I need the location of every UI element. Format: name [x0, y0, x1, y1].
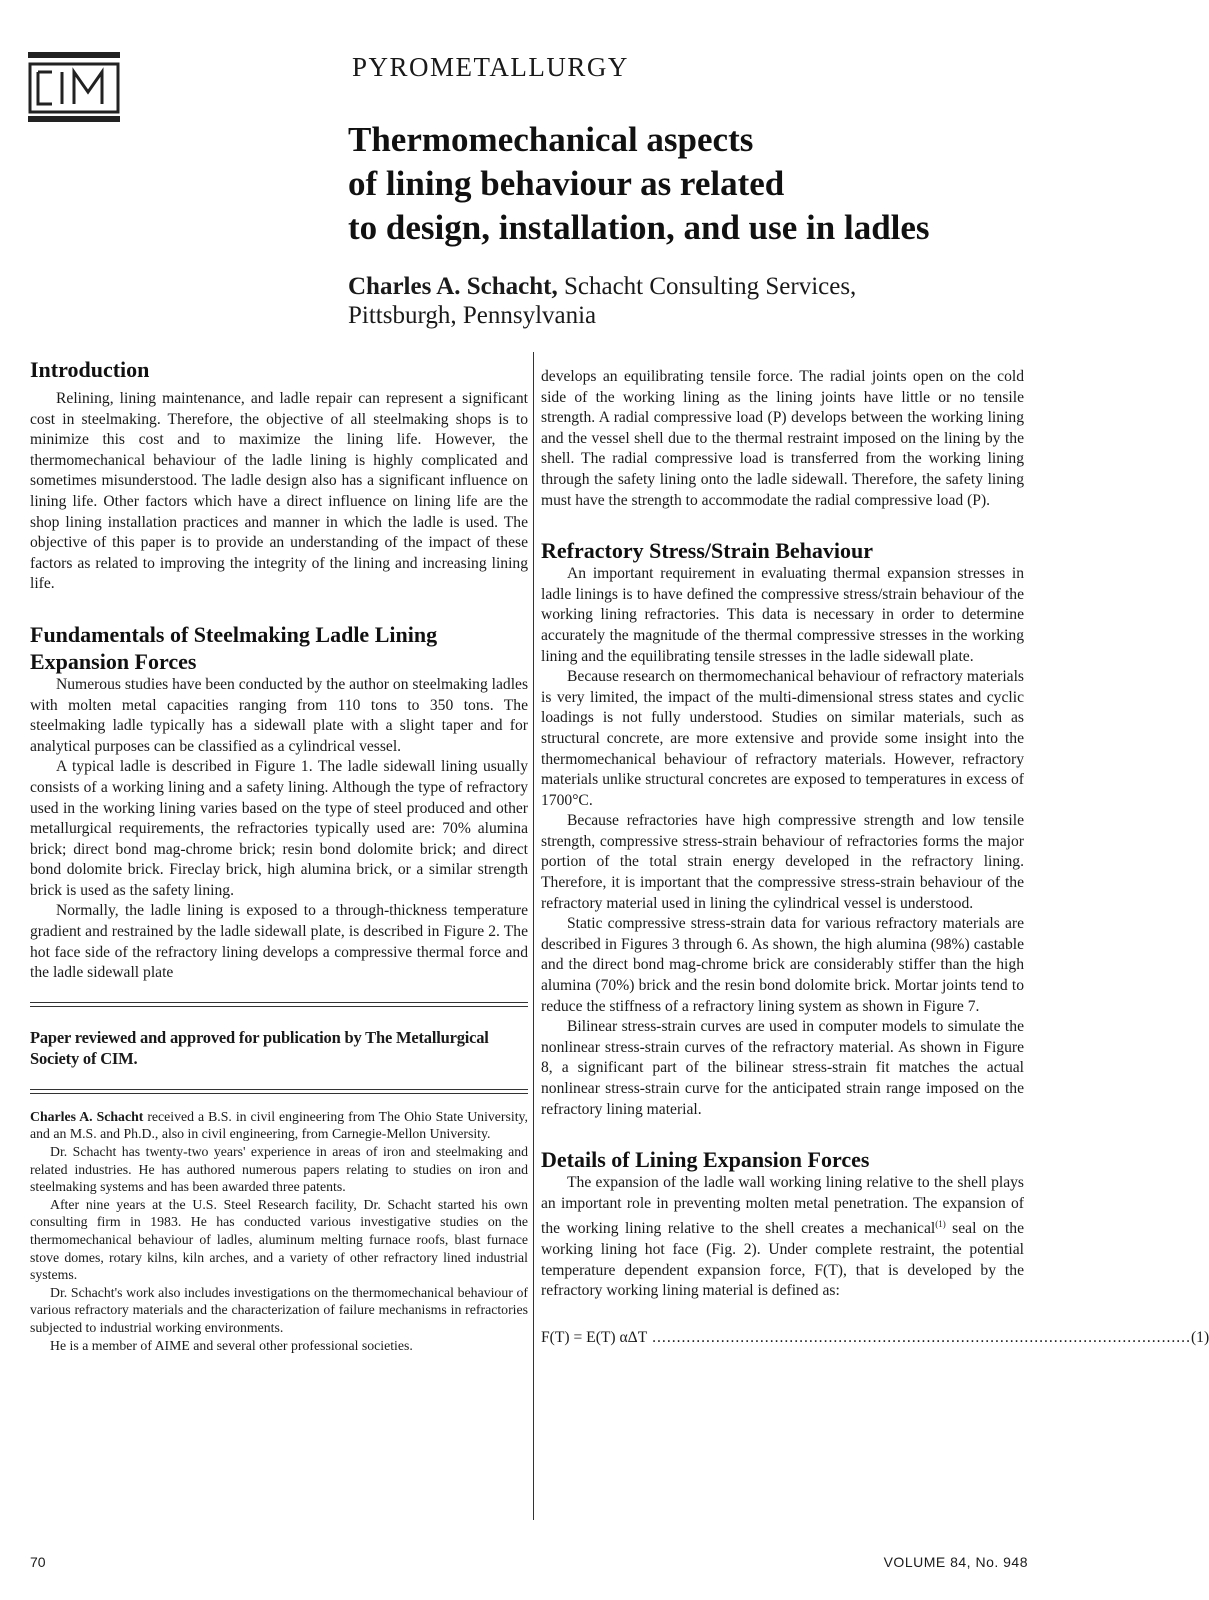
- author-bio: He is a member of AIME and several other professional societies.: [50, 1337, 413, 1353]
- section-heading-introduction: Introduction: [30, 357, 150, 382]
- body-paragraph: Normally, the ladle lining is exposed to a through-thickness temperature gradient and restrained by the ladle sidewall plate, is described in Figure 2. The hot face side of the refractory lining develops a compressive thermal force and the ladle sidewall plate: [30, 902, 528, 982]
- body-paragraph: Because research on thermomechanical behaviour of refractory materials is very limited, the impact of the multi-dimensional stress states and cyclic loadings is not fully understood. Studies on similar materials, such as structural concrete, are more extensive and provide some insight into the thermomechanical behaviour of refractory materials. However, refractory materials unlike structural concretes are exposed to temperatures in excess of 1700°C.: [541, 668, 1024, 809]
- section-heading-details: Details of Lining Expansion Forces: [541, 1147, 870, 1173]
- body-paragraph: A typical ladle is described in Figure 1. The ladle sidewall lining usually consists of a working lining and a safety lining. Although the type of refractory used in the working lining varies based on the type of steel produced and other metallurgical requirements, the refractories typically used are: 70% alumina brick; direct bond mag-chrome brick; resin bond dolomite brick; and direct bond dolomite brick. Fireclay brick, high alumina brick, or a similar strength brick is used as the safety lining.: [30, 758, 528, 899]
- volume-info: VOLUME 84, No. 948: [883, 1554, 1028, 1570]
- author-bio: Charles A. Schacht received a B.S. in civil engineering from The Ohio State University, and an M.S. and Ph.D., also in civil engineering, from Carnegie-Mellon University.: [30, 1108, 529, 1142]
- reference-marker: (1): [935, 1219, 946, 1230]
- section-label: PYROMETALLURGY: [352, 52, 629, 82]
- body-paragraph: Because refractories have high compressive strength and low tensile strength, compressive stress-strain behaviour of refractories forms the major portion of the total strain energy developed in the refractory lining. Therefore, it is important that the compressive stress-strain behaviour of the refractory material used in lining the cylindrical vessel is understood.: [541, 812, 1024, 912]
- body-paragraph: An important requirement in evaluating thermal expansion stresses in ladle linings is to have defined the compressive stress/strain behaviour of the working lining refractories. This data is necessary in order to determine accurately the magnitude of the thermal compressive stresses in the working lining and the equilibrating tensile stresses in the ladle sidewall plate.: [541, 565, 1024, 665]
- body-paragraph: Static compressive stress-strain data for various refractory materials are described in Figures 3 through 6. As shown, the high alumina (98%) castable and the direct bond mag-chrome brick are considerably stiffer than the high alumina (70%) brick and the resin bond dolomite brick. Mortar joints tend to reduce the stiffness of a refractory lining system as shown in Figure 7.: [541, 915, 1024, 1015]
- page-number: 70: [30, 1554, 46, 1570]
- title-line: of lining behaviour as related: [348, 164, 785, 203]
- cim-logo: [28, 52, 120, 124]
- title-line: Thermomechanical aspects: [348, 120, 754, 159]
- body-paragraph: Bilinear stress-strain curves are used in computer models to simulate the nonlinear stress-strain curves of the refractory material. As shown in Figure 8, a significant part of the bilinear stress-strain fit matches the actual nonlinear stress-strain curve for the anticipated strain range imposed on the refractory lining material.: [541, 1018, 1024, 1118]
- review-note: Paper reviewed and approved for publication by The Metallurgical Society of CIM.: [30, 1027, 489, 1068]
- right-column: [541, 367, 1209, 1348]
- bio-author-name: Charles A. Schacht: [30, 1108, 144, 1124]
- author-bio: After nine years at the U.S. Steel Research facility, Dr. Schacht started his own consulting firm in 1983. He has conducted various investigative studies on the thermomechanical behaviour of ladles, aluminum melting furnace roofs, blast furnace stove domes, rotary kilns, kiln arches, and a variety of other refractory lined industrial systems.: [30, 1196, 528, 1283]
- paper-title: [348, 118, 1048, 250]
- author-affiliation: Schacht Consulting Services, Pittsburgh, Pennsylvania: [348, 273, 857, 329]
- body-paragraph: Numerous studies have been conducted by the author on steelmaking ladles with molten metal capacities ranging from 110 tons to 350 tons. The steelmaking ladle typically has a sidewall plate with a slight taper and for analytical purposes can be classified as a cylindrical vessel.: [30, 675, 529, 755]
- equation: F(T) = E(T) αΔT .............................................................................................................. (1): [541, 1328, 1209, 1346]
- svg-text:CIM: CIM: [74, 122, 76, 123]
- author-bio: Dr. Schacht's work also includes investigations on the thermomechanical behaviour of various refractory materials and the characterization of failure mechanisms in refractories subjected to industrial working environments.: [30, 1284, 528, 1335]
- left-column: [30, 356, 528, 1354]
- intro-paragraph: Relining, lining maintenance, and ladle repair can represent a significant cost in steelmaking. Therefore, the objective of all steelmaking shops is to minimize this cost and to maximize the lining life. However, the thermomechanical behaviour of the ladle lining is highly complicated and sometimes misunderstood. The ladle design also has a significant influence on lining life. Other factors which have a direct influence on lining life are the shop lining installation practices and manner in which the ladle is used. The objective of this paper is to provide an understanding of the impact of these factors as related to improving the integrity of the lining and increasing lining life.: [30, 390, 528, 593]
- equation-number: (1): [1190, 1328, 1209, 1346]
- title-line: to design, installation, and use in ladles: [348, 208, 930, 247]
- body-paragraph: The expansion of the ladle wall working lining relative to the shell plays an important role in preventing molten metal penetration. The expansion of the working lining relative to the shell creates a mechanical$^{(1)}$ seal on the working lining hot face (Fig. 2). Under complete restraint, the potential temperature dependent expansion force, F(T), that is developed by the refractory working lining material is defined as:: [541, 1174, 1024, 1300]
- section-heading-fundamentals: Fundamentals of Steelmaking Ladle Lining Expansion Forces: [30, 621, 438, 674]
- byline: [348, 272, 968, 330]
- equation-expression: F(T) = E(T) αΔT: [541, 1328, 648, 1346]
- author-bio: Dr. Schacht has twenty-two years' experience in areas of iron and steelmaking and related industries. He has authored numerous papers relating to studies on iron and steelmaking systems and has been awarded three patents.: [30, 1144, 528, 1195]
- column-divider: [533, 352, 534, 1520]
- continuation-paragraph: develops an equilibrating tensile force. The radial joints open on the cold side of the working lining as the lining joints have little or no tensile strength. A radial compressive load (P) develops between the working lining and the vessel shell due to the thermal restraint imposed on the lining by the shell. The radial compressive load is transferred from the working lining through the safety lining onto the ladle sidewall. Therefore, the safety lining must have the strength to accommodate the radial compressive load (P).: [541, 368, 1024, 509]
- section-heading-stress-strain: Refractory Stress/Strain Behaviour: [541, 538, 873, 564]
- author-name: Charles A. Schacht,: [348, 273, 558, 300]
